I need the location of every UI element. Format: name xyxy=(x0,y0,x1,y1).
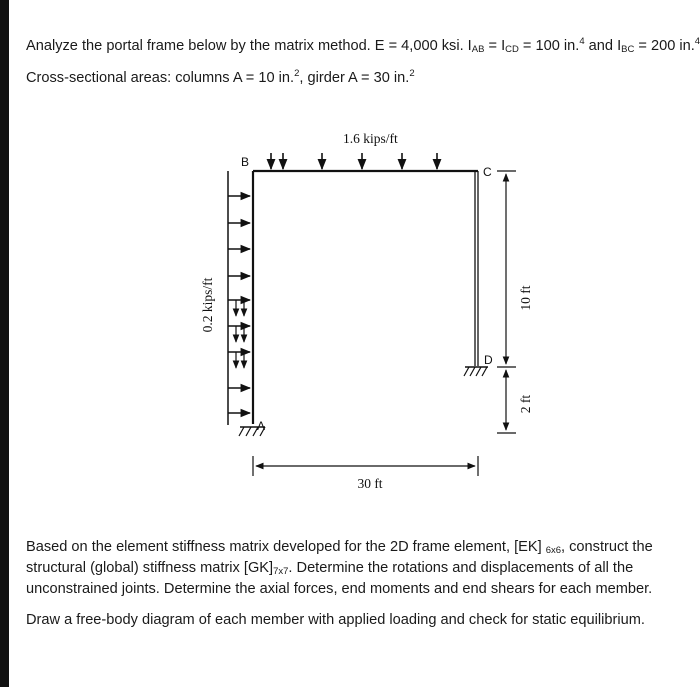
frame-members xyxy=(253,171,478,424)
joint-c-label: C xyxy=(483,165,492,179)
column-distributed-load xyxy=(228,171,250,425)
problem-statement-line-2: Cross-sectional areas: columns A = 10 in.$^2$, girder A = 30 in.$^2$ xyxy=(26,68,415,86)
height-dimension-label: 10 ft xyxy=(518,285,533,311)
height-dimension xyxy=(497,171,516,367)
task-line-2: structural (global) stiffness matrix $[GK]_{7x7}$. Determine the rotations and displacements of all the xyxy=(26,560,634,577)
span-dimension-label: 30 ft xyxy=(357,476,383,491)
fixed-support-d xyxy=(464,367,488,376)
column-load-label: 0.2 kips/ft xyxy=(200,277,215,333)
task-line-4: Draw a free-body diagram of each member with applied loading and check for static equilibrium. xyxy=(26,612,645,628)
offset-dimension-label: 2 ft xyxy=(518,394,533,414)
joint-d-label: D xyxy=(484,353,493,367)
offset-dimension xyxy=(497,370,516,433)
joint-b-label: B xyxy=(241,155,250,169)
task-line-1: Based on the element stiffness matrix developed for the 2D frame element, [EK] $_{6x6}$, construct the xyxy=(26,539,653,556)
joint-a-label: A xyxy=(257,419,266,433)
problem-statement-line-1: Analyze the portal frame below by the matrix method. E = 4,000 ksi. $I_{AB} = I_{CD} = 100$ in.$^4$ and $I_{BC} = 200$ in.$^4$ xyxy=(26,36,700,55)
girder-distributed-load xyxy=(271,153,437,169)
task-line-3: unconstrained joints. Determine the axial forces, end moments and end shears for each member. xyxy=(26,581,653,597)
girder-load-label: 1.6 kips/ft xyxy=(343,131,398,146)
span-dimension xyxy=(253,456,478,476)
